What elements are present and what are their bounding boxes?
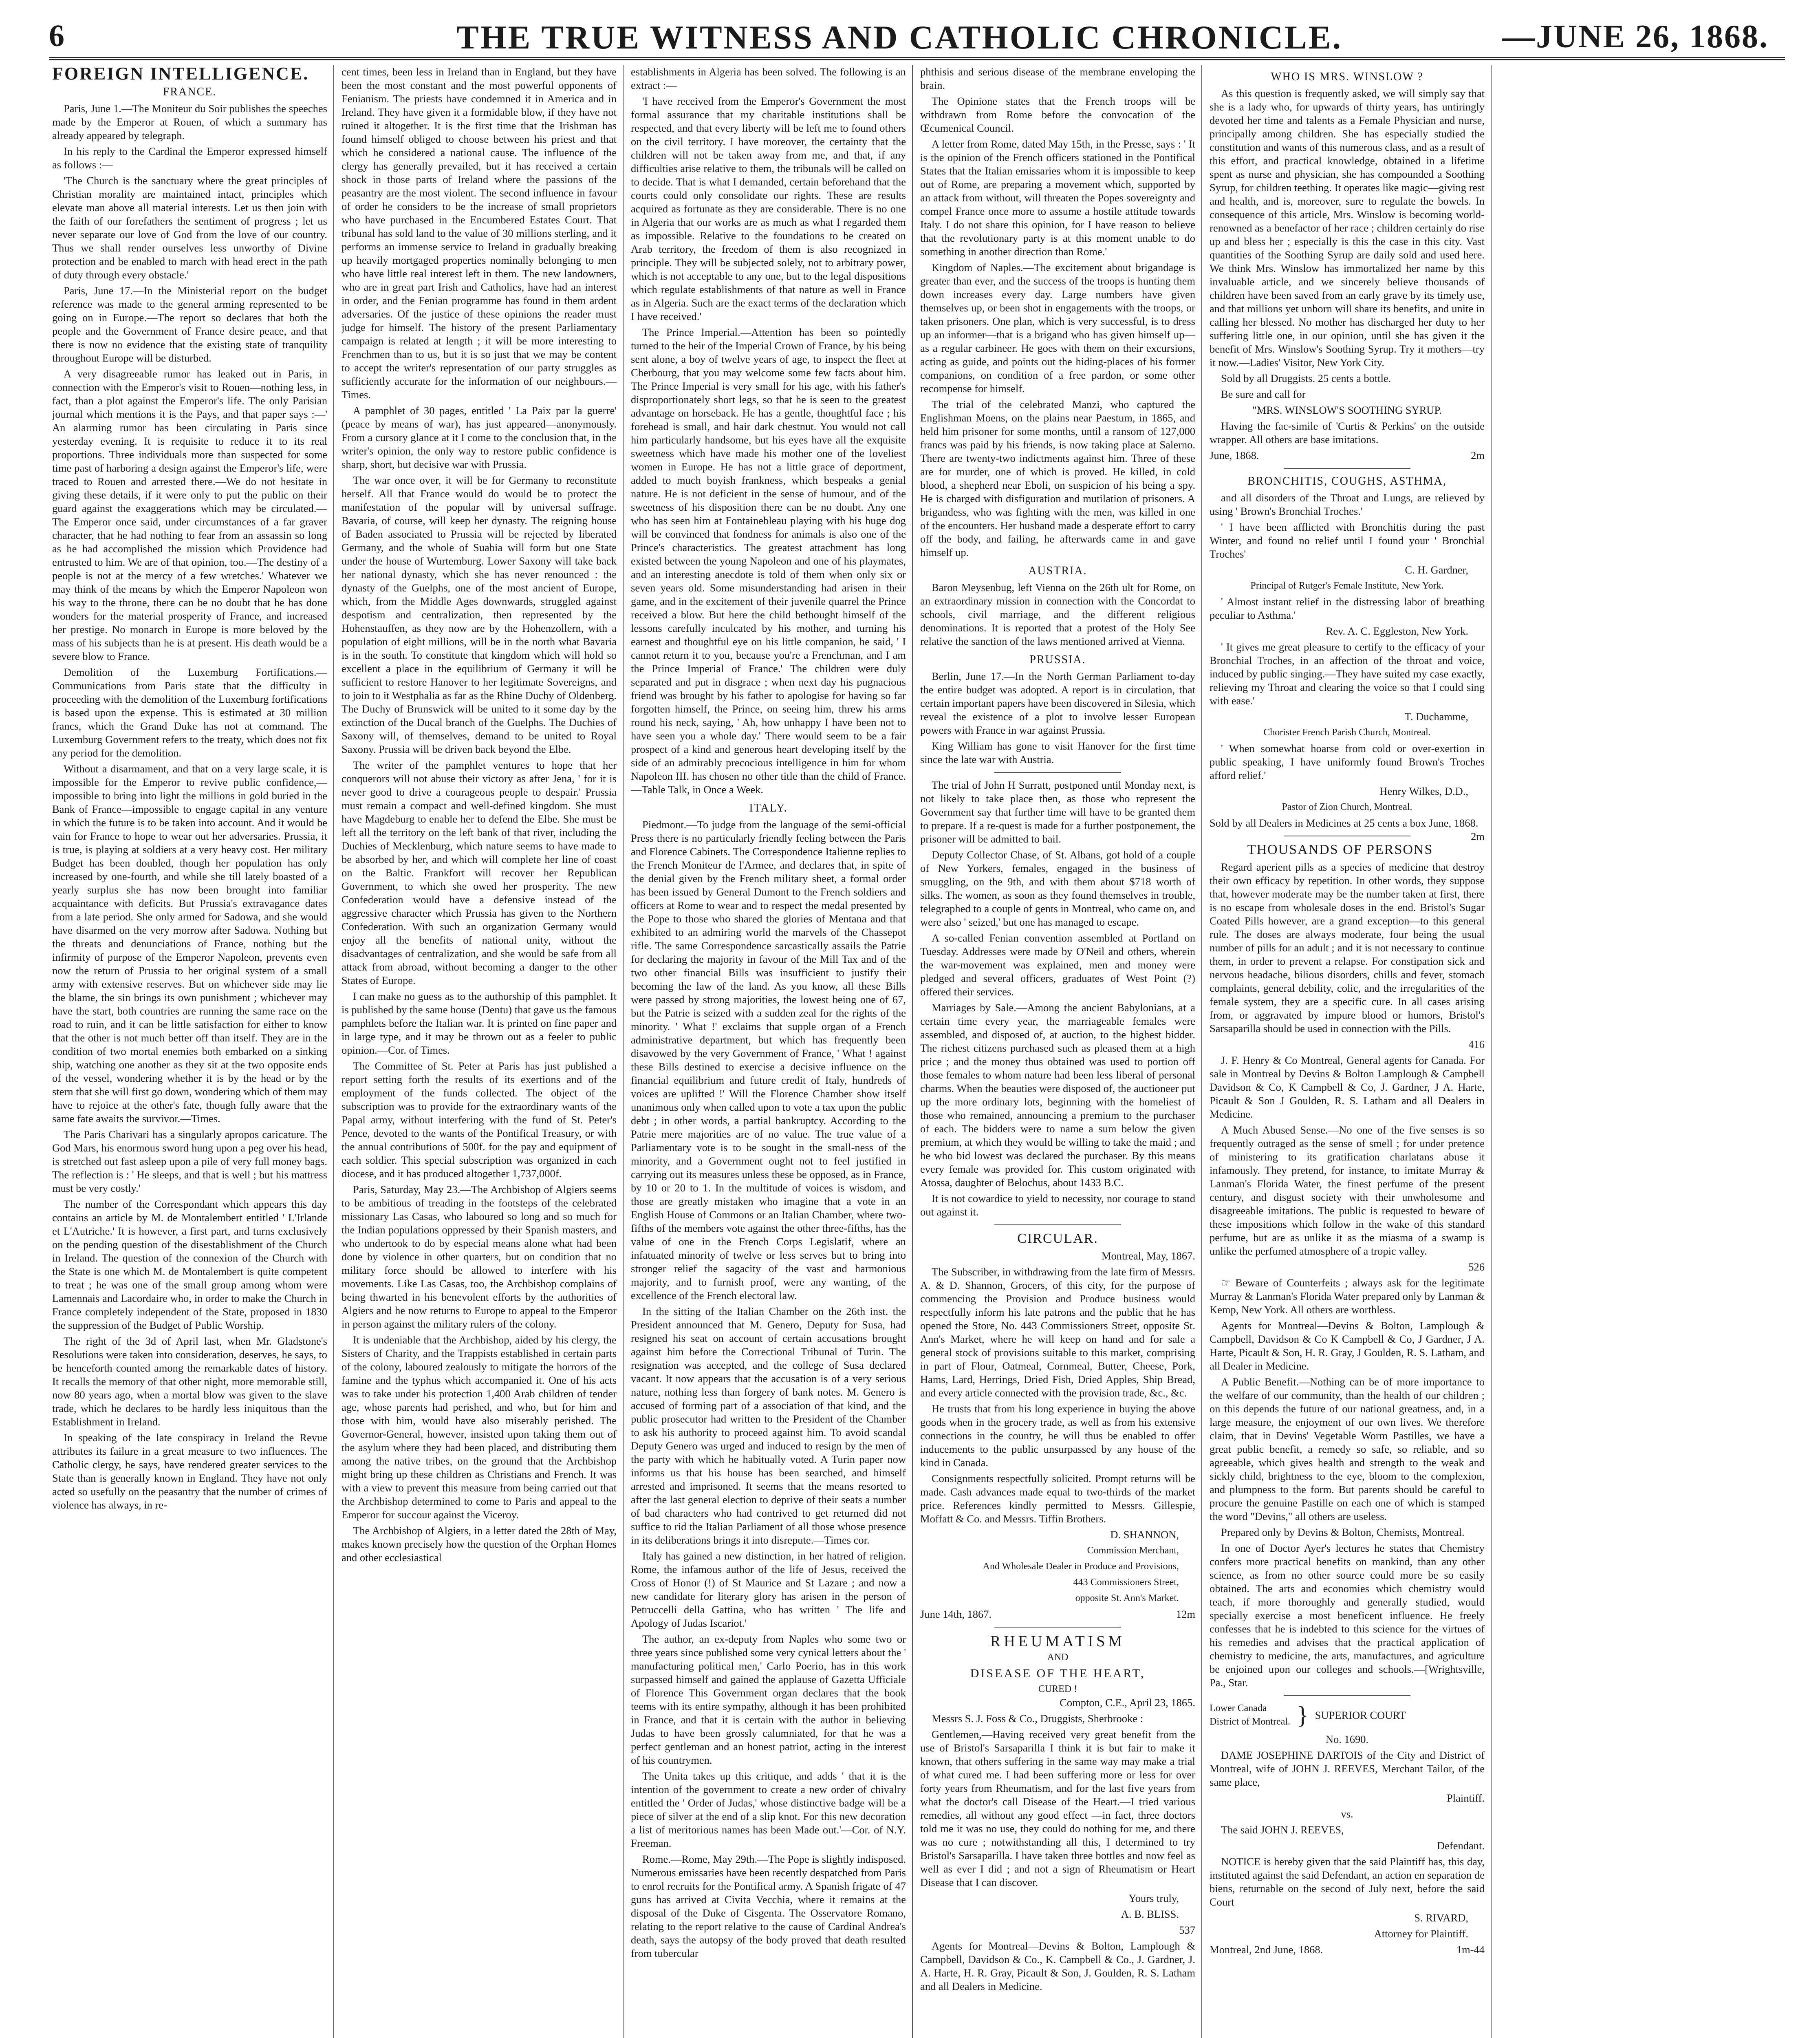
court-date-text: Montreal, 2nd June, 1868. (1210, 1943, 1323, 1956)
advert-dateline: Montreal, May, 1867. (1101, 1250, 1195, 1262)
advert-paragraph: Consignments respectfully solicited. Prompt returns will be made. Cash advances made equal to two-thirds of the market price. References kindly permitted to Messrs. Gillespie, Moffatt & Co. and Messrs. Tiffin Brothers. (920, 1472, 1195, 1525)
advert-subtitle: DISEASE OF THE HEART, (970, 1667, 1146, 1680)
article-paragraph: The Committee of St. Peter at Paris has just published a report setting forth the results of its exertions and of the employment of the funds collected. The object of the subscription was to provide for the extraordinary wants of the Papal army, without interfering with the fund of St. Peter's Pence, devoted to the wants of the Pontifical Treasury, or with the annual contributions of 500f. for the pay and equipment of each soldier. This special subscription was organized in each diocese, and it has produced altogether 1,737,000f. (342, 1060, 617, 1180)
section-separator (994, 1627, 1121, 1628)
advert-paragraph: Sold by all Druggists. 25 cents a bottle. (1221, 372, 1391, 384)
advert-signature-line: Commission Merchant, (1087, 1545, 1179, 1556)
advert-paragraph: ' When somewhat hoarse from cold or over-exertion in public speaking, I have uniformly found Brown's Troches afford relief.' (1210, 742, 1485, 781)
advert-paragraph: Agents for Montreal—Devins & Bolton, Lamplough & Campbell, Davidson & Co., K. Campbell & Co., J. Gardner, J. A. Harte, H. R. Gray, Picault & Son, J. Goulden, R. S. Latham and all Dealers in Medicine. (920, 1940, 1195, 1992)
court-defendant-label: Defendant. (1437, 1839, 1485, 1852)
advert-title: RHEUMATISM (990, 1633, 1126, 1650)
subsection-heading: PRUSSIA. (1029, 653, 1086, 666)
advert-code: 12m (1176, 1608, 1195, 1620)
article-paragraph: The Prince Imperial.—Attention has been so pointedly turned to the heir of the Imperial Crown of France, by his being sent alone, a boy of twelve years of age, to inspect the fleet at Cherbourg, that you may welcome some few facts about him. The Prince Imperial is very small for his age, with his father's disproportionately short legs, so that he is seen to the greatest advantage on horseback. He has a gentle, thoughtful face ; his forehead is small, and hair dark chestnut. You would not call him particularly handsome, but his eyes have all the exquisite sweetness which have made his mother one of the loveliest women in Europe. He has not a little grace of deportment, added to much boyish frankness, which bespeaks a genial nature. He is not deficient in the sense of humour, and of the sweetness of his disposition there can be no doubt. Any one who has seen him at Fontainebleau playing with his huge dog will be convinced that fondness for animals is also one of the Prince's characteristics. The greatest attachment has long existed between the young Napoleon and one of his playmates, and an interesting anecdote is told of them when only six or seven years old. Some misunderstanding had arisen in their game, and in the excitement of their juvenile quarrel the Prince received a blow. But here the child bethought himself of the lessons carefully inculcated by his mother, and turning his earnest and thoughtful eye on his little companion, he said, ' I cannot return it to you, because you're a Frenchman, and I am the Prince Imperial of France.' The children were duly separated and put in disgrace ; when next day his pugnacious friend was brought by his father to apologise for having so far forgotten himself, the Prince, on seeing him, threw his arms round his neck, saying, ' Ah, how unhappy I have been not to have seen you a whole day.' There would seem to be a fair prospect of a kind and generous heart developing itself by the side of an admirably precocious intelligence in him for whom Napoleon III. has chosen no other title than the child of France.—Table Talk, in Once a Week. (631, 326, 906, 796)
article-paragraph: The writer of the pamphlet ventures to hope that her conquerors will not abuse their victory as after Jena, ' for it is never good to drive a courageous people to despair.' Prussia must remain a compact and well-defined kingdom. She must have Magdeburg to enable her to defend the Elbe. She must be left all the territory on the left bank of that river, including the Duchies of Mecklenburg, which nature seems to have made to be absorbed by her, and which will complete her line of coast on the Baltic. Frankfort will recover her Republican Government, to which she owed her prosperity. The new Confederation would have a defensive instead of the aggressive character which Prussia has given to the Northern Confederation. With such an organization Germany would enjoy all the benefits of national unity, without the disadvantages of centralization, and she would be safe from all attack from abroad, without becoming a danger to the other States of Europe. (342, 759, 617, 986)
court-plaintiff-label: Plaintiff. (1447, 1792, 1485, 1804)
brace-icon: } (1296, 1702, 1309, 1729)
advert-paragraph: He trusts that from his long experience in buying the above goods when in the grocery trade, as well as from his extensive connections in the country, he will thus be enabled to offer inducements to the public unsurpassed by any house of the kind in Canada. (920, 1403, 1195, 1469)
article-paragraph: Italy has gained a new distinction, in her hatred of religion. Rome, the infamous author of the life of Jesus, received the Cross of Honor (!) of St Maurice and St Lazare ; and now a new candidate for literary glory has arisen in the person of Petruccelli della Gattina, who has written ' The life and Apology of Judas Iscariot.' (631, 1550, 906, 1629)
article-paragraph: cent times, been less in Ireland than in England, but they have been the most constant and the most powerful opponents of Fenianism. The priests have condemned it in America and in Ireland. They have given it a formidable blow, if they have not ruined it altogether. It is the first time that the Irishman has found himself obliged to choose between his priest and that which he considered a national cause. The influence of the clergy has generally prevailed, but it has received a certain shock in those parts of Ireland where the passions of the peasantry are the most violent. The second influence in favour of order he considers to be the increase of small proprietors who have purchased in the Encumbered Estates Court. That tribunal has sold land to the value of 30 millions sterling, and it performs an immense service to Ireland in gradually breaking up heavily mortgaged properties nominally belonging to men who have little real interest left in them. The new landowners, who are in great part Irish and Catholics, have had an interest in order, and the Fenian programme has found in them ardent adversaries. Of the justice of these opinions the reader must judge for himself. The history of the present Parliamentary campaign is related at length ; it will be more interesting to Frenchmen than to us, but it is so just that we may be content to accept the writer's representation of our party struggles as sufficiently accurate for the information of our neighbours.—Times. (342, 66, 617, 401)
issue-date: —JUNE 26, 1868. (1502, 19, 1769, 55)
advert-code: 2m (1471, 449, 1485, 461)
article-paragraph: Paris, June 1.—The Moniteur du Soir publishes the speeches made by the Emperor at Rouen, of which a summary has already appeared by telegraph. (52, 102, 327, 141)
article-paragraph: Baron Meysenbug, left Vienna on the 26th ult for Rome, on an extraordinary mission in connection with the Concordat to schools, civil marriage, and the different religious denominations. It is reported that a protest of the Holy See relative the sanction of the laws mentioned arrived at Vienna. (920, 581, 1195, 647)
advert-paragraph: A Public Benefit.—Nothing can be of more importance to the welfare of our community, than the health of our children ; on this depends the future of our national greatness, and, in a large measure, the enjoyment of our own lives. We therefore claim, that in Devins' Vegetable Worm Pastilles, we have a great public benefit, a remedy so safe, so reliable, and so agreeable, which gives health and strength to the weak and sickly child, brightness to the eye, bloom to the complexion, and plumpness to the form. But parents should be careful to procure the genuine Pastille on each one of which is stamped the word "Devins," all others are useless. (1210, 1376, 1485, 1522)
article-paragraph: A so-called Fenian convention assembled at Portland on Tuesday. Addresses were made by O'Neil and others, wherein the war-movement was explained, men and money were pledged and several officers, graduates of West Point (?) offered their services. (920, 932, 1195, 998)
advert-signature-line: And Wholesale Dealer in Produce and Provisions, (983, 1561, 1179, 1572)
court-case-number: No. 1690. (1325, 1733, 1369, 1745)
advert-paragraph: Be sure and call for (1221, 388, 1306, 400)
article-paragraph: King William has gone to visit Hanover for the first time since the late war with Austria. (920, 740, 1195, 765)
article-paragraph: It is not cowardice to yield to necessity, nor courage to stand out against it. (920, 1192, 1195, 1218)
section-heading: FOREIGN INTELLIGENCE. (52, 65, 309, 84)
advert-date (1210, 816, 1485, 843)
advert-paragraph: ' Almost instant relief in the distressing labor of breathing peculiar to Asthma.' (1210, 596, 1485, 621)
article-paragraph: Kingdom of Naples.—The excitement about brigandage is greater than ever, and the success of the troops is hunting them down increases every day. Large numbers have given themselves up, or been shot in engagements with the troops, or taken prisoners. One plan, which is very successful, is to dress up an informer—that is a brigand who has given himself up—as a regular carbineer. He goes with them on their excursions, acting as guide, and points out the hiding-places of his former companions, on condition of a free pardon, or some other recompense for himself. (920, 261, 1195, 395)
advert-paragraph: A Much Abused Sense.—No one of the five senses is so frequently outraged as the sense of smell ; for under pretence of ministering to its gratification charlatans abuse it infamously. They pretend, for instance, to imitate Murray & Lanman's Florida Water, the finest perfume of the present century, and disgust society with their unwholesome and disagreeable imitations. The public is requested to beware of these impositions which follow in the wake of this standard perfume, but are as unlike it as the miasma of a swamp is unlike the perfumed atmosphere of a tropic valley. (1210, 1124, 1485, 1257)
advert-heading: CIRCULAR. (1017, 1231, 1098, 1246)
court-attorney-title: Attorney for Plaintiff. (1374, 1928, 1468, 1940)
advert-paragraph: J. F. Henry & Co Montreal, General agents for Canada. For sale in Montreal by Devins & Bolton Lamplough & Campbell Davidson & Co, K Campbell & Co, J. Gardner, J A. Harte, Picault & Son J Goulden, R. S. Latham and all Dealers in Medicine. (1210, 1054, 1485, 1120)
section-separator (994, 1224, 1121, 1225)
article-paragraph: I can make no guess as to the authorship of this pamphlet. It is published by the same house (Dentu) that gave us the famous pamphlets before the Italian war. It is printed on fine paper and in large type, and it may be thrown out as a feeler to public opinion.—Cor. of Times. (342, 990, 617, 1056)
article-paragraph: The right of the 3d of April last, when Mr. Gladstone's Resolutions were taken into consideration, deserves, he says, to be henceforth counted among the remarkable dates of history. It recalls the memory of that other night, more memorable still, now 80 years ago, when a mortal blow was given to the slave trade, which he declares to be hardly less iniquitous than the Establishment in Ireland. (52, 1335, 327, 1428)
column-4 (920, 65, 1195, 2038)
advert-code: 526 (1468, 1261, 1485, 1273)
advert-cured: CURED ! (1038, 1684, 1077, 1694)
article-paragraph: The author, an ex-deputy from Naples who some two or three years since published some very cynical letters about the ' manufacturing political men,' Carlo Poerio, has in this work surpassed himself and gained the applause of Gazetta Ufficiale of Florence This Government organ declares that the book teems with its entire sympathy, although it has been prohibited in France, and that it is certain with the author in believing Judas to have been grossly calumniated, for that he was a perfect gentleman and an honest patriot, acting in the interest of his countrymen. (631, 1633, 906, 1766)
court-province: Lower Canada (1210, 1703, 1267, 1714)
advert-closing: Yours truly, (1128, 1892, 1179, 1904)
advert-code: 2m (1471, 830, 1485, 843)
column-2 (342, 65, 617, 2038)
article-paragraph: The trial of the celebrated Manzi, who captured the Englishman Moens, on the plains near Paestum, in 1865, and held him prisoner for some months, until a ransom of 127,000 francs was paid by his friends, is now taking place at Salerno. There are twenty-two indictments against him. Three of these are for murder, one of which is proved. He killed, in cold blood, a shepherd near Eboli, on suspicion of his being a spy. He is charged with disfiguration and mutilation of prisoners. A brigandess, who was fighting with the men, was killed in one of the encounters. Her husband made a desperate effort to carry off the body, and failing, he afterwards came in and gave himself up. (920, 398, 1195, 558)
article-paragraph: 'I have received from the Emperor's Government the most formal assurance that my charitable institutions shall be respected, and that every liberty will be left me to found others on the civil territory. I have moreover, the certainty that the children will not be taken away from me, and that, if any difficulties arise relative to them, the tribunals will be called on to decide. That is what I demanded, certain beforehand that the courts could only consolidate our rights. These are results acquired as fortunate as they are considerable. There is no one in Algeria that our works are as much as what I regarded them as impossible. Relative to the foundations to be created on Arab territory, the freedom of them is also recognized in principle. They will be subjected solely, not to arbitrary power, which is not acceptable to any one, but to the legal dispositions which regulate establishments of that nature as well in France as in Algeria. Such are the exact terms of the declaration which I have received.' (631, 95, 906, 322)
advert-paragraph: Regard aperient pills as a species of medicine that destroy their own efficacy by repetition. In other words, they suppose that, however moderate may be the number taken at first, there is no escape from wholesale doses in the end. Bristol's Sugar Coated Pills however, are a grand exception—to this general rule. The doses are always moderate, four being the usual number of pills for an adult ; and it is not necessary to continue them, in order to prevent a relapse. For constipation sick and nervous headache, bilious disorders, chills and fever, stomach complaints, general debility, colic, and the irregularities of the female system, they are a specific cure. In all cases arising from, or aggravated by impure blood or humors, Bristol's Sarsaparilla should be used in connection with the Pills. (1210, 861, 1485, 1034)
column-divider (333, 65, 334, 2038)
article-paragraph: The war once over, it will be for Germany to reconstitute herself. All that France would do would be to protect the manifestation of the popular will by universal suffrage. Bavaria, of course, will keep her dynasty. The reigning house of Baden associated to Prussia will be rejected by liberated Germany, and the whole of Suabia will form but one State under the house of Wurtemburg. Lower Saxony will take back her national dynasty, which she has never renounced : the dynasty of the Guelphs, one of the most ancient of Europe, which, from the Middle Ages downwards, struggled against despotism and centralization, then represented by the Hohenstauffen, as they now are by the Hohenzollern, with a population of eight millions, will be in the north what Bavaria is in the south. To constitute that kingdom which will hold so excellent a place in the equilibrium of Germany it will be sufficient to restore Hanover to her legitimate Sovereigns, and to join to it Westphalia as far as the Rhine Duchy of Oldenberg. The Duchy of Brunswick will be united to it some day by the extinction of the Ducal branch of the Guelphs. The Duchies of Saxony will, of themselves, demand to be united to Royal Saxony. Prussia will be driven back beyond the Elbe. (342, 474, 617, 755)
masthead (49, 18, 1785, 55)
advert-paragraph: As this question is frequently asked, we will simply say that she is a lady who, for upwards of thirty years, has untiringly devoted her time and talents as a Female Physician and nurse, principally among children. She has especially studied the constitution and wants of this numerous class, and as a result of this effort, and practical knowledge, obtained in a lifetime spent as nurse and physician, she has compounded a Soothing Syrup, for children teething. It operates like magic—giving rest and health, and is, moreover, sure to regulate the bowels. In consequence of this article, Mrs. Winslow is becoming world-renowned as a benefactor of her race ; children certainly do rise up and bless her ; especially is this the case in this city. Vast quantities of the Soothing Syrup are daily sold and used here. We think Mrs. Winslow has immortalized her name by this invaluable article, and we sincerely believe thousands of children have been saved from an early grave by its timely use, and that millions yet unborn will share its benefits, and unite in calling her blessed. No mother has discharged her duty to her suffering little one, in our opinion, until she has given it the benefit of Mrs. Winslow's Soothing Syrup. Try it mothers—try it now.—Ladies' Visitor, New York City. (1210, 87, 1485, 368)
court-attorney: S. RIVARD, (1414, 1912, 1468, 1924)
article-paragraph: In his reply to the Cardinal the Emperor expressed himself as follows :— (52, 145, 327, 171)
article-paragraph: In the sitting of the Italian Chamber on the 26th inst. the President announced that M. Genero, Deputy for Susa, had resigned his seat on account of certain accusations brought against him before the Correctional Tribunal of Turin. The resignation was accepted, and the college of Susa declared vacant. It now appears that the accusation is of a very serious nature, nothing less than forgery of bank notes. M. Genero is accused of forming part of a association of that kind, and the public prosecutor had written to the President of the Chamber to ask his authority to proceed against him. To avoid scandal Deputy Genero was urged and induced to resign by the men of the party with which he habitually voted. A Turin paper now informs us that his house has been searched, and himself arrested and imprisoned. It seems that the means resorted to after the last general election to deprive of their seats a number of bad characters who had contrived to get returned did not suffice to rid the Italian Parliament of all those whose presence in its deliberations brings it into disrepute.—Times cor. (631, 1305, 906, 1546)
advert-signature-line: 443 Commissioners Street, (1073, 1577, 1179, 1588)
article-paragraph: A pamphlet of 30 pages, entitled ' La Paix par la guerre' (peace by means of war), has just appeared—anonymously. From a cursory glance at it I come to the conclusion that, in the writer's opinion, the only way to restore public confidence is sharp, short, but decisive war with Prussia. (342, 404, 617, 470)
page-number: 6 (49, 19, 64, 53)
advert-paragraph: Having the fac-simile of 'Curtis & Perkins' on the outside wrapper. All others are base imitations. (1210, 420, 1485, 446)
testimonial-signature-line: Pastor of Zion Church, Montreal. (1282, 802, 1412, 812)
court-district: District of Montreal. (1210, 1716, 1290, 1727)
advert-dateline: Compton, C.E., April 23, 1865. (1060, 1696, 1195, 1709)
advert-paragraph: "MRS. WINSLOW'S SOOTHING SYRUP. (1252, 404, 1442, 416)
article-paragraph: Berlin, June 17.—In the North German Parliament to-day the entire budget was adopted. A report is in circulation, that certain important papers have been discovered in Silesia, which reveal the existence of a plot to involve lesser European powers with France in war against Prussia. (920, 670, 1195, 736)
article-paragraph: 'The Church is the sanctuary where the great principles of Christian morality are maintained intact, principles which elevate man above all material interests. Let us then join with the faith of our forefathers the sentiment of progress ; let us never separate our love of God from the love of our country. Thus we shall render ourselves less unworthy of Divine protection and be enabled to march with head erect in the path of duty through every obstacle.' (52, 174, 327, 281)
advert-paragraph: ' I have been afflicted with Bronchitis during the past Winter, and found no relief until I found your ' Bronchial Troches' (1210, 521, 1485, 560)
article-paragraph: The trial of John H Surratt, postponed until Monday next, is not likely to take place then, as those who represent the Government say that further time will have to be granted them to prepare. If a re-quest is made for a further postponement, the prisoner will be admitted to bail. (920, 779, 1195, 845)
article-paragraph: phthisis and serious disease of the membrane enveloping the brain. (920, 66, 1195, 91)
advert-signature: A. B. BLISS. (1121, 1908, 1179, 1920)
article-paragraph: The Unita takes up this critique, and adds ' that it is the intention of the government to create a new order of chivalry entitled the ' Order of Judas,' whose distinctive badge will be a piece of silver at the end of a slip knot. For this new decoration a list of meritorious names has been Made out.'—Cor. of N.Y. Freeman. (631, 1770, 906, 1849)
advert-paragraph: Gentlemen,—Having received very great benefit from the use of Bristol's Sarsaparilla I think it is but fair to make it known, that others suffering in the same way may make a trial of what cured me. I had been suffering more or less for over forty years from Rheumatism, and for the last five years from what the doctor's call Disease of the Heart.—I tried various remedies, all without any good effect —in fact, three doctors told me it was no use, they could do nothing for me, and there was no cure ; notwithstanding all this, I determined to try Bristol's Sarsaparilla. I have taken three bottles and now feel as well as ever I did ; and not a sign of Rheumatism or Heart Disease that I can discover. (920, 1728, 1195, 1888)
advert-date (1210, 449, 1485, 462)
testimonial-signature-line: Principal of Rutger's Female Institute, New York. (1250, 580, 1444, 591)
column-3 (631, 65, 906, 2038)
subsection-heading: AUSTRIA. (1028, 565, 1087, 577)
court-defendant: The said JOHN J. REEVES, (1221, 1824, 1344, 1836)
advert-signature-line: opposite St. Ann's Market. (1075, 1593, 1179, 1603)
article-paragraph: The Archbishop of Algiers, in a letter dated the 28th of May, makes known precisely how the question of the Orphan Homes and other ecclesiastical (342, 1524, 617, 1564)
advert-paragraph: Messrs S. J. Foss & Co., Druggists, Sherbrooke : (932, 1712, 1144, 1725)
article-paragraph: Deputy Collector Chase, of St. Albans, got hold of a couple of New Yorkers, females, engaged in the business of smuggling, on the 9th, and with them about $718 worth of silks. The women, as soon as they found themselves in trouble, telegraphed to a couple of gents in Montreal, who came on, and were also ' seized,' but one has managed to escape. (920, 849, 1195, 928)
column-divider (912, 65, 913, 2038)
article-paragraph: Without a disarmament, and that on a very large scale, it is impossible for the Emperor to revive public confidence,—impossible to bring into light the millions in gold buried in the Bank of France—impossible to engage capital in any venture in which the future is to be taken into account. And it would be vain for France to hope to wear out her adversaries. Prussia, it is true, is playing at soldiers at a very heavy cost. Her military Budget has been doubled, though her population has only increased by one-fourth, and while she till lately boasted of a yearly surplus she has now been brought into familiar acquaintance with deficits. But Prussia's extravagance dates from a late period. She only armed for Sadowa, and she would have disarmed on the very morrow after Sadowa. Nothing but the threats and denunciations of France, nothing but the infirmity of purpose of the Emperor Napoleon, prevents even now the return of Prussia to her original system of a small army with extensive reserves. But on whichever side may lie the blame, the sin brings its own punishment ; whichever may have the start, both countries are running the same race on the road to ruin, and it can be little satisfaction for either to know that the other is not much better off than itself. They are in the condition of two mortal enemies both embarked on a sinking ship, watching one another as they sit at the two opposite ends of the vessel, wondering whether it is by the head or by the stern that she will first go down, wondering which of them may have to rejoice at the other's fate, though fully aware that the same fate awaits the survivor.—Times. (52, 763, 327, 1125)
article-paragraph: Demolition of the Luxemburg Fortifications.—Communications from Paris state that the difficulty in proceeding with the demolition of the Luxemburg fortifications is based upon the expense. This is estimated at 30 million francs, which the Grand Duke has not at command. The Luxemburg Government refers to the treaty, which does not fix any period for the demolition. (52, 666, 327, 759)
advert-code: 1m-44 (1456, 1943, 1485, 1956)
pointing-hand-icon: ☞ (1221, 1277, 1231, 1289)
advert-heading: THOUSANDS OF PERSONS (1247, 842, 1433, 857)
advert-code: 416 (1468, 1038, 1485, 1050)
advert-paragraph (1210, 1276, 1485, 1317)
advert-signature: D. SHANNON, (1110, 1528, 1179, 1541)
advert-heading: WHO IS MRS. WINSLOW ? (1271, 71, 1423, 83)
article-paragraph: A letter from Rome, dated May 15th, in the Presse, says : ' It is the opinion of the French officers stationed in the Pontifical States that the Italian emissaries whom it is impossible to keep out of Rome, are preparing a movement which, supported by an attack from without, will threaten the Popes sovereignty and compel France once more to assume a hostile attitude towards Italy. I do not share this opinion, for I have reason to believe that the revolutionary party is at this moment unable to do something in another direction than Rome.' (920, 138, 1195, 258)
advert-date-text: June, 1868. (1210, 449, 1259, 461)
advert-title-and: AND (1047, 1652, 1069, 1663)
testimonial-signature: Rev. A. C. Eggleston, New York. (1326, 625, 1468, 637)
court-date (1210, 1943, 1485, 1956)
court-notice-text: NOTICE is hereby given that the said Plaintiff has, this day, instituted against the said Defendant, an action en separation de biens, returnable on the second of July next, before the said Court (1210, 1855, 1485, 1908)
section-separator (994, 772, 1121, 773)
advert-paragraph: The Subscriber, in withdrawing from the late firm of Messrs. A. & D. Shannon, Grocers, of this city, for the purpose of commencing the Provision and Produce business would respectfully inform his late patrons and the public that he has opened the Store, No. 443 Commissioners Street, opposite St. Ann's Market, where he will keep on hand and for sale a general stock of provisions suitable to this market, comprising in part of Flour, Oatmeal, Cornmeal, Butter, Cheese, Pork, Hams, Lard, Herrings, Dried Fish, Dried Apples, Ship Bread, and every article connected with the provision trade, &c., &c. (920, 1266, 1195, 1399)
column-1 (52, 65, 327, 2038)
advert-paragraph: ' It gives me great pleasure to certify to the efficacy of your Bronchial Troches, in an affection of the throat and voice, induced by public singing.—They have suited my case exactly, relieving my Throat and clearing the voice so that I could sing with ease.' (1210, 641, 1485, 707)
subsection-heading: ITALY. (749, 802, 788, 814)
newspaper-title: THE TRUE WITNESS AND CATHOLIC CHRONICLE. (456, 19, 1343, 56)
subsection-heading: FRANCE. (163, 86, 217, 98)
advert-date (920, 1608, 1195, 1621)
advert-paragraph: In one of Doctor Ayer's lectures he states that Chemistry confers more practical benefits on mankind, than any other science, as from no other source could more be so easily obtained. The arts and economies which chemistry would teach, if more thoroughly and generally studied, would specially exercise a most beneficent influence. He freely confesses that he is indebted to this science for the virtues of his remedies and advises that the practical application of chemistry to medicine, the arts, manufactures, and agriculture be enjoined upon our colleges and schools.—[Wrightsville, Pa., Star. (1210, 1542, 1485, 1689)
testimonial-signature: C. H. Gardner, (1405, 564, 1468, 576)
masthead-rule (49, 57, 1785, 60)
article-paragraph: establishments in Algeria has been solved. The following is an extract :— (631, 66, 906, 91)
court-jurisdiction (1210, 1702, 1290, 1729)
article-paragraph: Piedmont.—To judge from the language of the semi-official Press there is no particularly friendly feeling between the Paris and Florence Cabinets. The Correspondence Italienne replies to the French Moniteur de l'Armee, and declares that, in spite of the denial given by the French military sheet, a formal order has been issued by General Dumont to the French soldiers and officers at Rome to wear and to respect the medal presented by the Pope to those who shared the glories of Mentana and that exhibited to an admiring world the marvels of the Chassepot rifle. The same Correspondence sarcastically assails the Patrie for declaring the majority in favour of the Mill Tax and of the two other financial Bills was insufficient to justify their becoming the law of the land. As you know, all these Bills were passed by strong majorities, the lowest being one of 67, but the Patrie is seized with a sudden zeal for the rights of the minority. ' What !' exclaims that supple organ of a French administrative department, but which has frequently been disavowed by the very Government of France, ' What ! against these Bills destined to exercise a decisive influence on the financial equilibrium and future credit of Italy, hundreds of voices are uplifted !' Will the Florence Chamber show itself unanimous only when called upon to vote a tax upon the public debt ; in other words, a partial bankruptcy. According to the Patrie mere majorities are of no value. The true value of a Parliamentary vote is to be sought in the small-ness of the minority, and a Government ought not to feel justified in carrying out its measures unless these be opposed, as in France, by 10 or 20 to 1. In the multitude of voices is wisdom, and those are greatly mistaken who imagine that a vote in an English House of Commons or an Italian Chamber, where two-fifths of the members vote against the other three-fifths, has the value of one in the French Corps Legislatif, where an infatuated minority of twelve or less serves but to bring into stronger relief the sagacity of the vast and harmonious majority, and to furnish proof, were any wanting, of the excellence of the French electoral law. (631, 818, 906, 1301)
column-divider (1491, 65, 1492, 2038)
advert-date-text: Sold by all Dealers in Medicines at 25 cents a box June, 1868. (1210, 817, 1478, 829)
advert-heading: BRONCHITIS, COUGHS, ASTHMA, (1247, 475, 1447, 487)
article-paragraph: A very disagreeable rumor has leaked out in Paris, in connection with the Emperor's visit to Rouen—nothing less, in fact, than a plot against the Emperor's life. The only Parisian journal which mentions it is the Pays, and that paper says :—' An alarming rumor has been circulating in Paris since yesterday evening. It is requisite to reduce it to its real proportions. Three individuals more than suspected for some time past of harboring a design against the Emperor's life, were traced to Rouen and arrested there.—We do not hesitate in giving these details, if it were only to put the public on their guard against the exaggerations which may be circulated.—The Emperor once said, under circumstances of a far graver character, that he had nothing to fear from an assassin so long as he had accomplished the mission which Providence had entrusted to him. We are of that opinion, too.—The destiny of a people is not at the mercy of a few wretches.' Whatever we may think of the means by which the Emperor Napoleon won his way to the throne, there can be no doubt that he has done wonders for the material prosperity of France, and increased her prestige. No monarch in Europe is more beloved by the mass of his subjects than he is at present. His death would be a severe blow to France. (52, 368, 327, 662)
advert-code: 537 (1179, 1924, 1195, 1936)
article-paragraph: Marriages by Sale.—Among the ancient Babylonians, at a certain time every year, the marriageable females were assembled, and disposed of, at auction, to the highest bidder. The richest citizens purchased such as pleased them at a high price ; and the money thus obtained was used to portion off those females to whom nature had been less liberal of personal charms. When the beauties were disposed of, the auctioneer put up the more ordinary lots, beginning with the homeliest of those who remained, announcing a premium to the purchaser of each. The bidders were to name a sum below the given premium, at which they would be willing to take the maid ; and he who bid lowest was declared the purchaser. By this means every female was provided for. This custom originated with Atossa, daughter of Belochus, about 1433 B.C. (920, 1001, 1195, 1189)
court-notice-header (1210, 1702, 1485, 1729)
article-paragraph: Rome.—Rome, May 29th.—The Pope is slightly indisposed. Numerous emissaries have been recently despatched from Paris to enrol recruits for the Pontifical army. A Spanish frigate of 47 guns has arrived at Civita Vecchia, where it remains at the disposal of the Duke of Cisgenta. The Osservatore Romano, relating to the report relative to the cause of Cardinal Andrea's death, says the autopsy of the body proved that death resulted from tubercular (631, 1853, 906, 1959)
column-divider (1201, 65, 1202, 2038)
court-versus: vs. (1341, 1808, 1353, 1820)
column-5 (1210, 65, 1485, 2038)
article-paragraph: Paris, Saturday, May 23.—The Archbishop of Algiers seems to be ambitious of treading in the footsteps of the celebrated missionary Las Casas, who laboured so long and so much for the Indian populations oppressed by their Spanish masters, and who undertook to do by especial means alone what had been done by violence in other quarters, but on condition that no military force should be allowed to interfere with his movements. Like Las Casas, too, the Archbishop complains of being thwarted in his benevolent efforts by the authorities of Algiers and he now returns to Europe to appeal to the Emperor in person against the military rulers of the colony. (342, 1183, 617, 1330)
section-separator (1284, 1695, 1410, 1696)
testimonial-signature: Henry Wilkes, D.D., (1379, 785, 1468, 797)
article-paragraph: The Paris Charivari has a singularly apropos caricature. The God Mars, his enormous sword hung upon a peg over his head, is stretched out fast asleep upon a pile of very full money bags. The reflection is : ' He sleeps, and that is well ; but his mattress must be very costly.' (52, 1128, 327, 1194)
article-paragraph: Paris, June 17.—In the Ministerial report on the budget reference was made to the general arming represented to be going on in Europe.—The report so declares that both the people and the Government of France desire peace, and that there is now no evidence that the existing state of tranquility throughout Europe will be disturbed. (52, 285, 327, 364)
court-name: SUPERIOR COURT (1315, 1709, 1406, 1721)
section-separator (1284, 468, 1410, 469)
advert-date-text: June 14th, 1867. (920, 1608, 992, 1620)
testimonial-signature: T. Duchamme, (1404, 710, 1468, 723)
testimonial-signature-line: Chorister French Parish Church, Montreal. (1263, 727, 1431, 738)
advert-paragraph: Agents for Montreal—Devins & Bolton, Lamplough & Campbell, Davidson & Co K Campbell & Co, J Gardner, J A. Harte, Picault & Son, H. R. Gray, J Goulden, R. S. Latham, and all Dealer in Medicine. (1210, 1319, 1485, 1372)
article-paragraph: The Opinione states that the French troops will be withdrawn from Rome before the convocation of the Œcumenical Council. (920, 95, 1195, 134)
article-paragraph: The number of the Correspondant which appears this day contains an article by M. de Montalembert entitled ' L'Irlande et L'Autriche.' It is however, a first part, and turns exclusively on the pending question of the disestablishment of the Church in Ireland. The question of the connexion of the Church with the State is one which M. de Montalembert is quite competent to treat ; he was one of the small group among whom were Lamennais and Lacordaire who, in order to make the Church in France completely independent of the State, proposed in 1830 the suppression of the Budget of Public Worship. (52, 1198, 327, 1331)
article-paragraph: In speaking of the late conspiracy in Ireland the Revue attributes its failure in a great measure to two influences. The Catholic clergy, he says, have rendered greater services to the State than is generally known in England. They have not only acted so usefully on the peasantry that the number of crimes of violence has always, in re- (52, 1431, 327, 1511)
advert-paragraph: and all disorders of the Throat and Lungs, are relieved by using ' Brown's Bronchial Troches.' (1210, 492, 1485, 517)
column-divider (623, 65, 624, 2038)
advert-paragraph: Prepared only by Devins & Bolton, Chemists, Montreal. (1221, 1526, 1465, 1538)
article-paragraph: It is undeniable that the Archbishop, aided by his clergy, the Sisters of Charity, and the Trappists established in certain parts of the colony, laboured zealously to mitigate the horrors of the famine and the typhus which accompanied it. One of his acts was to take under his protection 1,400 Arab children of tender age, whose parents had perished, and who, but for him and those with him, would have also miserably perished. The Governor-General, however, insisted upon taking them out of the asylum where they had been placed, and distributing them among the native tribes, on the ground that the Archbishop might bring up these children as Christians and French. It was with a view to prevent this measure from being carried out that the Archbishop determined to come to Paris and appeal to the Emperor for succour against the Viceroy. (342, 1334, 617, 1521)
court-plaintiff: DAME JOSEPHINE DARTOIS of the City and District of Montreal, wife of JOHN J. REEVES, Merchant Tailor, of the same place, (1210, 1749, 1485, 1788)
advert-paragraph-text: Beware of Counterfeits ; always ask for the legitimate Murray & Lanman's Florida Water prepared only by Lanman & Kemp, New York. All others are worthless. (1210, 1277, 1485, 1316)
